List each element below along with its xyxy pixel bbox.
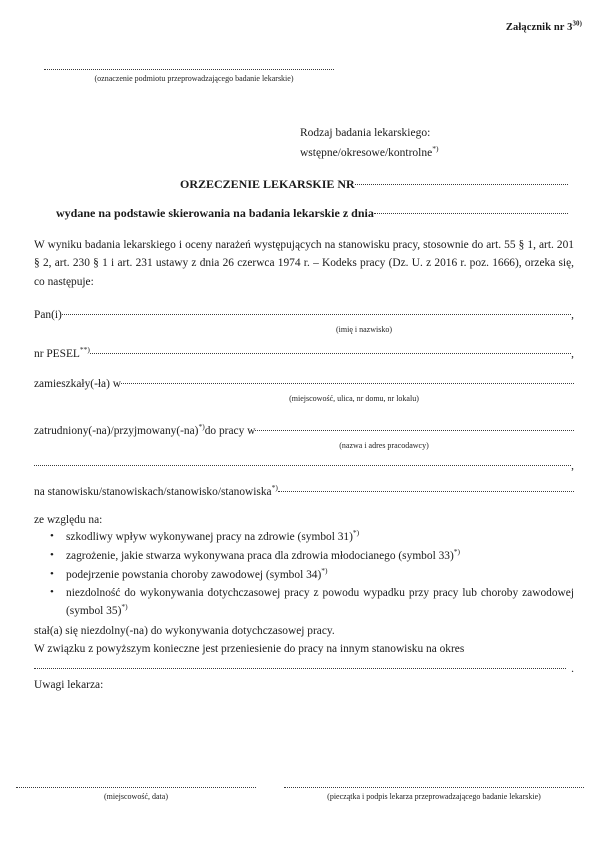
document-body [34, 236, 574, 691]
pesel-tail: , [571, 348, 574, 361]
reason-text: szkodliwy wpływ wykonywanej pracy na zdrowie (symbol 31) [66, 531, 353, 544]
exam-type-options-text: wstępne/okresowe/kontrolne [300, 147, 433, 160]
position-label-text: na stanowisku/stanowiskach/stanowisko/stanowiska [34, 486, 272, 499]
patient-name-label: Pan(i) [34, 309, 62, 322]
position-row [34, 483, 574, 499]
employer-caption: (nazwa i adres pracodawcy) [339, 441, 429, 451]
transfer-period-input[interactable] [34, 668, 566, 669]
reason-text: niezdolność do wykonywania dotychczasowej pracy z powodu wypadku przy pracy lub choroby zawodowej (symbol 35) [66, 587, 574, 618]
place-date-caption: (miejscowość, data) [104, 792, 168, 801]
address-label: zamieszkały(-ła) w [34, 378, 121, 391]
pesel-label [34, 345, 90, 361]
pesel-label-text: nr PESEL [34, 348, 80, 361]
employer-label-cont: do pracy w [204, 425, 256, 438]
legal-basis-paragraph: W wyniku badania lekarskiego i oceny narażeń występujących na stanowisku pracy, stosownie do art. 55 § 1, art. 201 § 2, art. 230 § 1 i art. 231 ustawy z dnia 26 czerwca 1974 r. – Kodeks pracy (Dz. U. z 2016 r. poz. 1666), orzeka się, co następuje: [34, 239, 574, 288]
referral-date-label: wydane na podstawie skierowania na badania lekarskie z dnia [56, 206, 374, 220]
signature-footer [16, 786, 584, 801]
reason-footnote-marker: *) [121, 602, 128, 612]
list-item[interactable] [34, 567, 574, 585]
employer-continuation-tail: , [571, 460, 574, 473]
position-label [34, 483, 278, 499]
doctor-signature-caption: (pieczątka i podpis lekarza przeprowadzającego badanie lekarskie) [327, 792, 541, 801]
bullet-icon: • [50, 586, 54, 599]
attachment-footnote-marker: 30) [572, 20, 582, 28]
list-item[interactable] [34, 585, 574, 620]
referral-date-row [32, 206, 568, 221]
reason-text: podejrzenie powstania choroby zawodowej (symbol 34) [66, 568, 322, 581]
exam-type-options[interactable] [300, 143, 439, 163]
reason-footnote-marker: *) [321, 565, 328, 575]
doctor-signature-field [284, 786, 584, 801]
reason-footnote-marker: *) [352, 528, 360, 538]
reasons-list [34, 529, 574, 620]
place-date-field [16, 786, 256, 801]
examining-entity-field [44, 68, 344, 83]
transfer-period-end: . [571, 662, 574, 675]
transfer-period-row [34, 663, 574, 675]
employer-continuation-input[interactable] [34, 465, 571, 466]
certificate-title-block [32, 177, 568, 221]
reasons-intro: ze względu na: [34, 514, 103, 527]
entity-field-caption: (oznaczenie podmiotu przeprowadzającego badanie lekarskie) [94, 74, 294, 83]
exam-type-heading: Rodzaj badania lekarskiego: [300, 127, 431, 139]
pesel-input[interactable] [90, 353, 571, 354]
referral-date-input[interactable] [374, 213, 568, 214]
incapacity-statement: stał(a) się niezdolny(-na) do wykonywania dotychczasowej pracy. [34, 624, 335, 637]
address-row [34, 378, 574, 390]
doctor-signature-dotted-line[interactable] [284, 786, 584, 788]
exam-type-footnote-marker: *) [432, 144, 439, 154]
list-item[interactable] [34, 548, 574, 566]
attachment-number [506, 22, 582, 33]
employer-row [34, 422, 574, 438]
position-footnote-marker: *) [271, 483, 278, 493]
address-caption: (miejscowość, ulica, nr domu, nr lokalu) [289, 394, 419, 404]
address-input[interactable] [121, 383, 574, 384]
employer-label [34, 422, 256, 438]
exam-type-block [300, 123, 439, 163]
patient-name-row [34, 309, 574, 321]
patient-name-caption: (imię i nazwisko) [336, 325, 392, 335]
employer-footnote-marker: *) [198, 422, 205, 432]
list-item[interactable] [34, 529, 574, 547]
patient-name-input[interactable] [62, 314, 571, 315]
pesel-row [34, 345, 574, 361]
employer-label-text: zatrudniony(-na)/przyjmowany(-na) [34, 425, 199, 438]
doctor-remarks-label: Uwagi lekarza: [34, 678, 104, 691]
place-date-dotted-line[interactable] [16, 786, 256, 788]
bullet-icon: • [50, 549, 54, 562]
entity-dotted-line[interactable] [44, 68, 334, 70]
position-input[interactable] [278, 491, 574, 492]
pesel-footnote-marker: **) [79, 345, 90, 355]
certificate-number-input[interactable] [355, 184, 568, 185]
reason-text: zagrożenie, jakie stwarza wykonywana praca dla zdrowia młodocianego (symbol 33) [66, 550, 454, 563]
certificate-title-label: ORZECZENIE LEKARSKIE NR [180, 177, 355, 191]
patient-name-tail: , [571, 309, 574, 322]
attachment-label: Załącznik nr 3 [505, 22, 573, 33]
bullet-icon: • [50, 567, 54, 580]
employer-continuation-row [34, 460, 574, 472]
certificate-number-row [32, 177, 568, 192]
employer-input[interactable] [255, 430, 574, 431]
bullet-icon: • [50, 530, 54, 543]
transfer-statement: W związku z powyższym konieczne jest przeniesienie do pracy na innym stanowisku na okres [34, 643, 465, 656]
reason-footnote-marker: *) [453, 547, 461, 557]
